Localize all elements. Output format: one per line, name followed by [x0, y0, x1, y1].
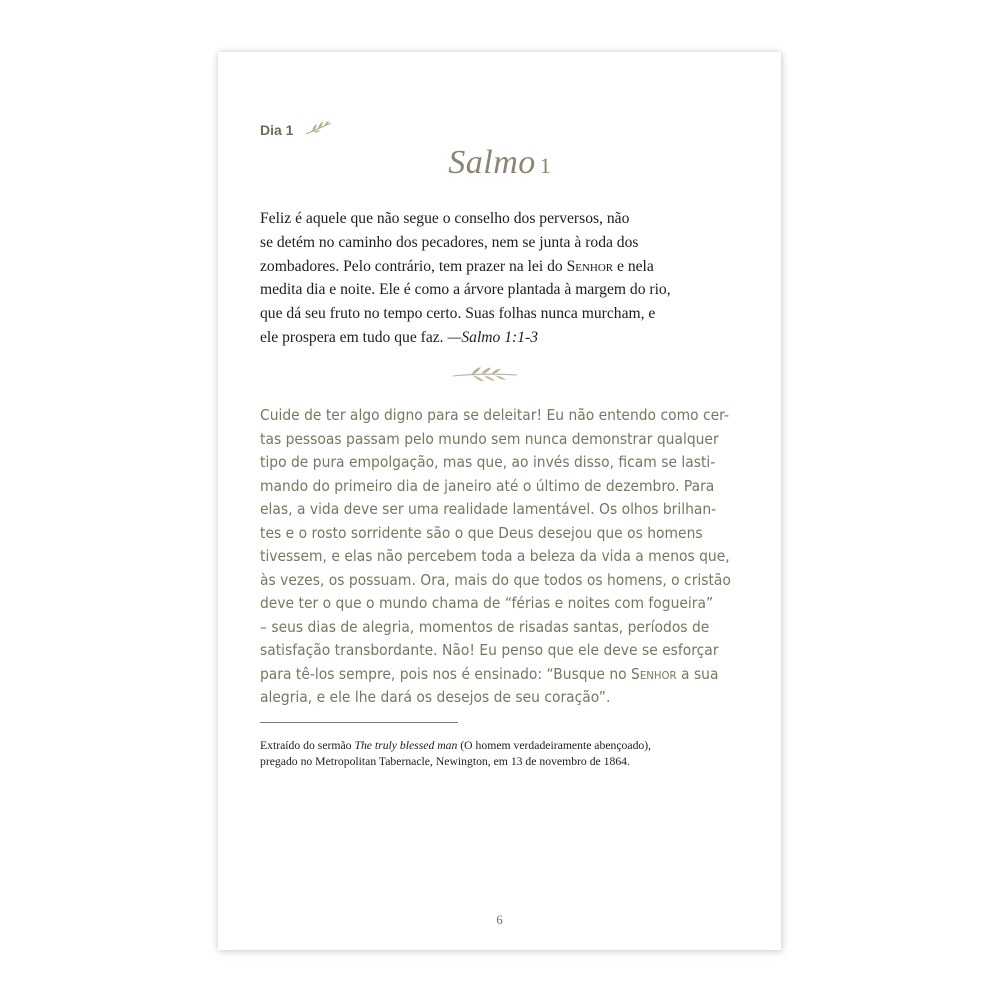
- sermon-title: The truly blessed man: [354, 739, 458, 752]
- devotion-line: tas pessoas passam pelo mundo sem nunca demonstrar qualquer: [260, 429, 719, 448]
- footnote-translation: (O homem verdadeiramente abençoado),: [457, 739, 652, 752]
- devotional-text: [260, 404, 731, 710]
- verse-line: se detém no caminho dos pecadores, nem se junta à roda dos: [260, 233, 639, 251]
- lord-small-caps: Senhor: [566, 257, 614, 275]
- devotion-line: tipo de pura empolgação, mas que, ao invés disso, ficam se lasti-: [260, 453, 716, 471]
- devotion-line: mando do primeiro dia de janeiro até o último de dezembro. Para: [260, 476, 715, 495]
- title-word: Salmo: [448, 144, 536, 181]
- footnote-line: [260, 738, 740, 754]
- leaf-sprig-icon: [304, 120, 334, 136]
- devotion-line: – seus dias de alegria, momentos de risadas santas, períodos de: [260, 617, 710, 636]
- verse-text: e nela: [613, 257, 654, 275]
- day-label: Dia 1: [260, 122, 294, 138]
- devotion-text: a sua: [676, 664, 719, 683]
- verse-line: que dá seu fruto no tempo certo. Suas folhas nunca murcham, e: [260, 305, 656, 323]
- title-number: 1: [539, 153, 551, 178]
- verse-text: zombadores. Pelo contrário, tem prazer na lei do: [260, 257, 567, 275]
- page-title: [218, 144, 781, 182]
- verse-line: [260, 326, 720, 350]
- verse-line: Feliz é aquele que não segue o conselho dos perversos, não: [260, 210, 630, 227]
- scripture-passage: [260, 207, 720, 350]
- devotion-line: alegria, e ele lhe dará os desejos de seu coração”.: [260, 688, 611, 706]
- lord-small-caps: Senhor: [631, 664, 677, 683]
- verse-reference: —Salmo 1:1-3: [447, 328, 539, 346]
- verse-text: ele prospera em tudo que faz.: [260, 328, 448, 346]
- footnote: [260, 738, 740, 770]
- verse-line: [260, 255, 720, 279]
- footnote-divider: [260, 722, 458, 723]
- devotion-line: Cuide de ter algo digno para se deleitar! Eu não entendo como cer-: [260, 406, 729, 424]
- devotion-line: satisfação transbordante. Não! Eu penso que ele deve se esforçar: [260, 641, 719, 659]
- footnote-line: pregado no Metropolitan Tabernacle, Newington, em 13 de novembro de 1864.: [260, 755, 630, 768]
- devotion-text: para tê-los sempre, pois nos é ensinado: “Busque no: [260, 664, 632, 683]
- devotion-line: elas, a vida deve ser uma realidade lamentável. Os olhos brilhan-: [260, 500, 717, 518]
- book-page: [218, 52, 781, 950]
- devotion-line: deve ter o que o mundo chama de “férias e noites com fogueira”: [260, 594, 714, 612]
- footnote-prefix: Extraído do sermão: [260, 739, 355, 752]
- devotion-line: [260, 663, 719, 687]
- devotion-line: às vezes, os possuam. Ora, mais do que todos os homens, o cristão: [260, 570, 731, 589]
- devotion-line: tivessem, e elas não percebem toda a beleza da vida a menos que,: [260, 547, 730, 565]
- page-number: 6: [496, 913, 503, 927]
- devotion-line: tes e o rosto sorridente são o que Deus desejou que os homens: [260, 523, 703, 542]
- olive-branch-icon: [451, 364, 521, 384]
- verse-line: medita dia e noite. Ele é como a árvore plantada à margem do rio,: [260, 281, 671, 299]
